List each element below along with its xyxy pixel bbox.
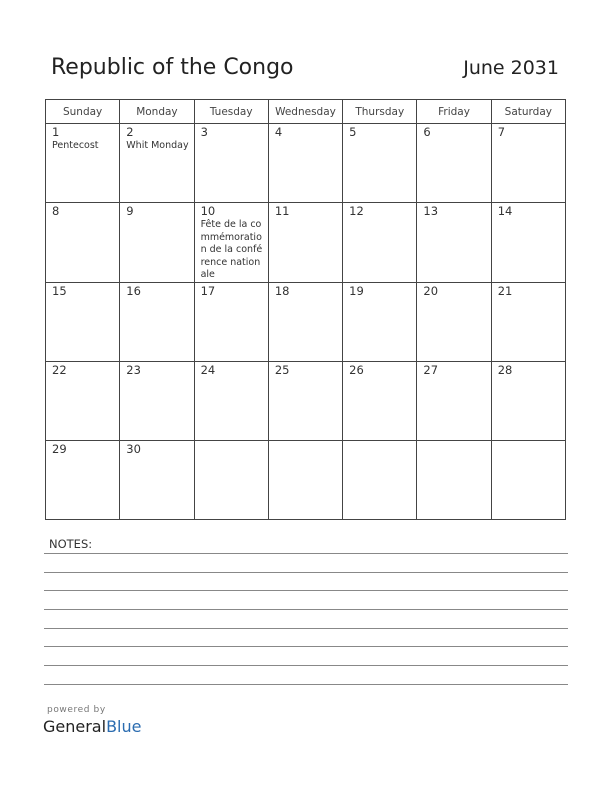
- day-number: 5: [349, 125, 357, 139]
- calendar-day-cell: [194, 440, 268, 519]
- day-number: 16: [126, 283, 141, 298]
- calendar-day-cell: [268, 282, 342, 361]
- day-number: 27: [423, 362, 439, 377]
- notes-line: [44, 646, 568, 647]
- calendar-day-cell: [343, 440, 417, 519]
- holiday-label: Whit Monday: [126, 140, 189, 151]
- weekday-monday: Monday: [120, 100, 194, 124]
- calendar-day-cell: [46, 440, 120, 519]
- day-number: 8: [52, 204, 60, 218]
- month-label: June 2031: [463, 57, 559, 79]
- calendar-day-cell: [417, 203, 491, 283]
- calendar-day-cell: [417, 361, 491, 440]
- calendar-week-row: [46, 124, 566, 203]
- calendar-day-cell: [194, 282, 268, 361]
- calendar-day-cell: [120, 282, 194, 361]
- calendar-week-row: [46, 203, 566, 283]
- day-number: 24: [200, 362, 216, 377]
- notes-line: [44, 609, 568, 610]
- day-number: 19: [349, 283, 364, 298]
- day-number: 2: [126, 125, 134, 139]
- calendar-day-cell: [120, 440, 194, 519]
- day-number: 14: [497, 204, 513, 218]
- holiday-label: Pentecost: [52, 140, 99, 151]
- notes-line: [44, 665, 568, 666]
- notes-line: [44, 590, 568, 591]
- weekday-wednesday: Wednesday: [268, 100, 342, 124]
- day-number: 28: [497, 362, 513, 377]
- calendar-day-cell: [120, 361, 194, 440]
- brand-logo: [43, 717, 141, 736]
- calendar-day-cell: [343, 124, 417, 203]
- day-number: 30: [126, 441, 141, 456]
- calendar-day-cell: [491, 440, 565, 519]
- calendar-day-cell: [417, 124, 491, 203]
- day-number: 3: [200, 125, 208, 139]
- notes-line: [44, 628, 568, 629]
- day-number: 6: [423, 125, 431, 139]
- notes-label: NOTES:: [49, 537, 93, 551]
- powered-by-label: powered by: [47, 705, 106, 715]
- calendar-day-cell: [343, 361, 417, 440]
- notes-line: [44, 684, 568, 685]
- calendar-day-cell: [46, 282, 120, 361]
- weekday-sunday: Sunday: [46, 100, 120, 124]
- calendar-day-cell: [194, 124, 268, 203]
- calendar-day-cell: [491, 124, 565, 203]
- day-number: 9: [126, 204, 134, 218]
- brand-general: General: [43, 717, 107, 736]
- day-number: 4: [274, 125, 283, 139]
- calendar-day-cell: [491, 361, 565, 440]
- notes-line: [44, 553, 568, 554]
- day-number: 1: [52, 125, 60, 139]
- calendar-day-cell: [268, 203, 342, 283]
- calendar-week-row: [46, 282, 566, 361]
- calendar-day-cell: [194, 361, 268, 440]
- weekday-tuesday: Tuesday: [194, 100, 268, 124]
- calendar-day-cell: [194, 203, 268, 283]
- holiday-label: Fête de la commémoration de la conférence nationale: [200, 219, 263, 280]
- calendar-day-cell: [120, 124, 194, 203]
- day-number: 17: [200, 283, 216, 298]
- weekday-header-row: [46, 100, 566, 124]
- calendar-day-cell: [343, 282, 417, 361]
- calendar-day-cell: [343, 203, 417, 283]
- calendar-day-cell: [417, 440, 491, 519]
- calendar-day-cell: [417, 282, 491, 361]
- day-number: 10: [200, 204, 216, 218]
- weekday-friday: Friday: [417, 100, 491, 124]
- calendar-day-cell: [268, 440, 342, 519]
- calendar-day-cell: [268, 124, 342, 203]
- notes-line: [44, 572, 568, 573]
- brand-blue: Blue: [106, 717, 142, 736]
- weekday-saturday: Saturday: [491, 100, 565, 124]
- day-number: 26: [349, 362, 364, 377]
- day-number: 22: [52, 362, 67, 377]
- day-number: 29: [52, 441, 67, 456]
- day-number: 11: [274, 204, 290, 218]
- day-number: 7: [497, 125, 506, 139]
- calendar-week-row: [46, 440, 566, 519]
- day-number: 18: [274, 283, 290, 298]
- calendar-day-cell: [491, 282, 565, 361]
- page-title: Republic of the Congo: [51, 55, 294, 80]
- day-number: 25: [274, 362, 290, 377]
- day-number: 23: [126, 362, 141, 377]
- calendar-day-cell: [120, 203, 194, 283]
- calendar-day-cell: [46, 203, 120, 283]
- day-number: 21: [497, 283, 513, 298]
- calendar-day-cell: [491, 203, 565, 283]
- calendar-grid: [45, 99, 566, 520]
- calendar-day-cell: [268, 361, 342, 440]
- day-number: 15: [52, 283, 67, 298]
- calendar-day-cell: [46, 361, 120, 440]
- calendar-week-row: [46, 361, 566, 440]
- calendar-day-cell: [46, 124, 120, 203]
- day-number: 13: [423, 204, 439, 218]
- day-number: 12: [349, 204, 364, 218]
- weekday-thursday: Thursday: [343, 100, 417, 124]
- day-number: 20: [423, 283, 439, 298]
